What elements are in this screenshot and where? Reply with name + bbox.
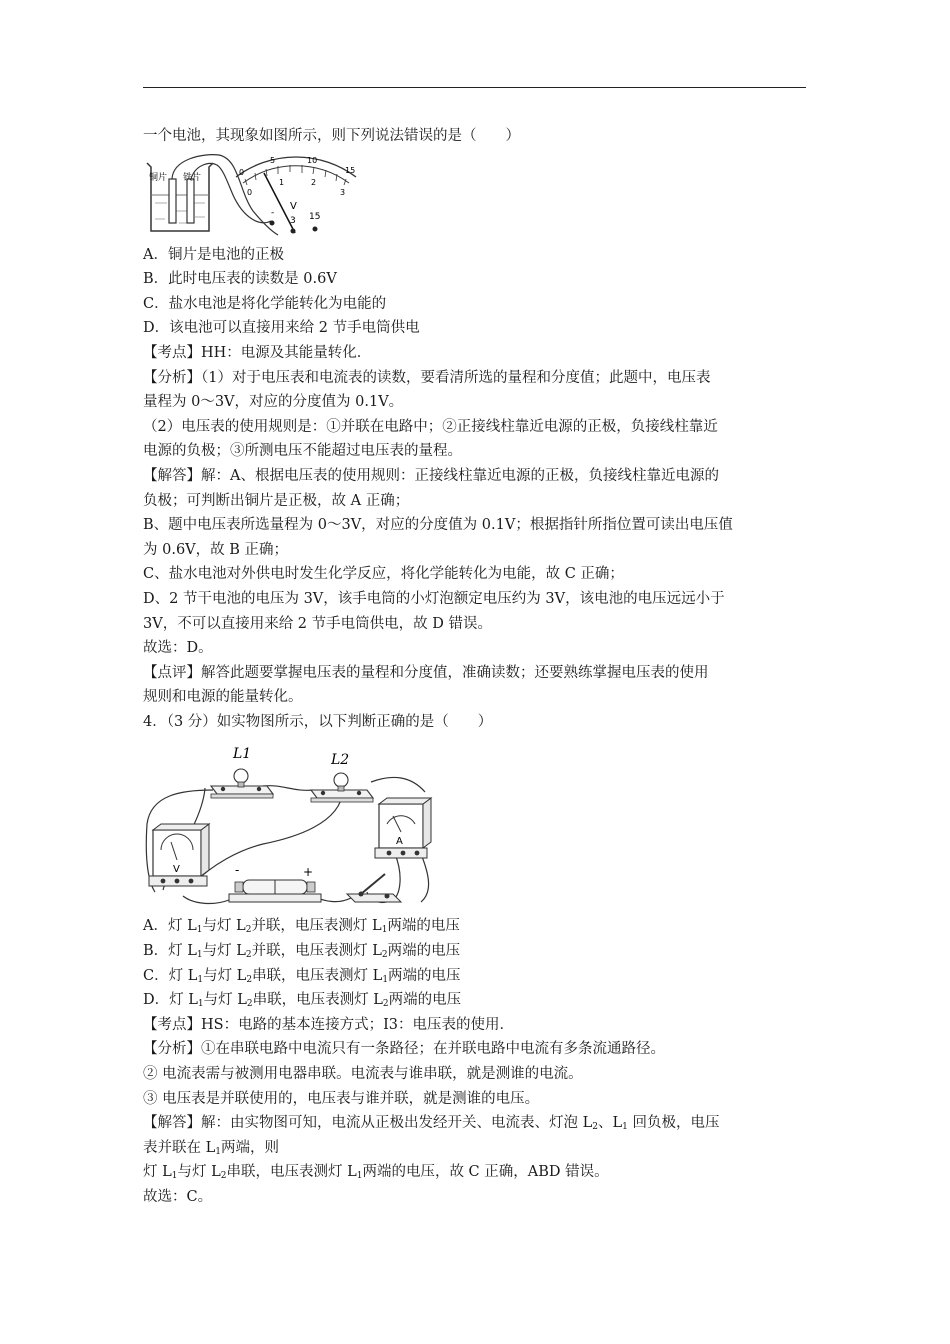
q3-fenxi-line: （2）电压表的使用规则是：①并联在电路中；②正接线柱靠近电源的正极，负接线柱靠近 — [143, 418, 718, 435]
terminal-minus: - — [271, 207, 275, 218]
q3-dianping-line: 【点评】解答此题要掌握电压表的量程和分度值，准确读数；还要熟练掌握电压表的使用 — [143, 664, 709, 681]
q3-fenxi-line: 电源的负极；③所测电压不能超过电压表的量程。 — [143, 443, 462, 460]
q3-jieda-line: 【解答】解：A、根据电压表的使用规则：正接线柱靠近电源的正极，负接线柱靠近电源的 — [143, 467, 719, 484]
voltmeter — [149, 824, 209, 886]
q3-kaodian: 【考点】HH：电源及其能量转化． — [143, 344, 372, 361]
q3-intro: 一个电池，其现象如图所示，则下列说法错误的是（ ） — [143, 128, 520, 144]
q4-option-d: D．灯 $L_1$与灯 $L_2$串联，电压表测灯 $L_2$两端的电压 — [143, 992, 462, 1010]
voltmeter-unit: V — [290, 200, 297, 212]
q3-jieda-line: B、题中电压表所选量程为 0～3V，对应的分度值为 0.1V；根据指针所指位置可读出电压值 — [143, 517, 733, 534]
q4-fenxi-line: ② 电流表需与被测用电器串联。电流表与谁串联，就是测谁的电流。 — [143, 1066, 583, 1083]
terminal-3: 3 — [290, 215, 296, 226]
q4-option-c: C．灯 $L_1$与灯 $L_2$串联，电压表测灯 $L_1$两端的电压 — [143, 967, 461, 985]
switch — [347, 874, 401, 902]
q3-fenxi-line: 【分析】（1）对于电压表和电流表的读数，要看清所选的量程和分度值；此题中，电压表 — [143, 369, 711, 386]
dial-lower-1: 1 — [279, 177, 285, 187]
q4-kaodian: 【考点】HS：电路的基本连接方式；I3：电压表的使用． — [143, 1016, 515, 1033]
q4-fenxi-line: 【分析】①在串联电路中电流只有一条路径；在并联电路中电流有多条流通路径。 — [143, 1041, 665, 1058]
terminal-15: 15 — [309, 211, 321, 222]
q3-answer: 故选：D。 — [143, 640, 213, 657]
q4-jieda-line: 【解答】解：由实物图可知，电流从正极出发经开关、电流表、灯泡 $L_2$、$L_1$ 回负极，电压 — [143, 1115, 720, 1133]
q3-option-b: B．此时电压表的读数是 0.6V — [143, 271, 337, 288]
q4-jieda-line: 灯 $L_1$与灯 $L_2$串联，电压表测灯 $L_1$两端的电压，故 C 正确，ABD 错误。 — [143, 1164, 609, 1182]
battery-voltmeter-figure — [143, 151, 368, 239]
header-rule — [143, 87, 806, 88]
voltmeter-label: V — [173, 864, 180, 876]
q3-option-a: A．铜片是电池的正极 — [143, 246, 284, 263]
q4-option-b: B．灯 $L_1$与灯 $L_2$并联，电压表测灯 $L_2$两端的电压 — [143, 943, 461, 961]
q4-stem: 4．（3 分）如实物图所示，以下判断正确的是（ ） — [143, 713, 493, 730]
q4-fenxi-line: ③ 电压表是并联使用的，电压表与谁并联，就是测谁的电压。 — [143, 1090, 540, 1107]
q4-option-a: A．灯 $L_1$与灯 $L_2$并联，电压表测灯 $L_1$两端的电压 — [143, 918, 460, 936]
dial-lower-0: 0 — [247, 187, 253, 197]
beaker-label-copper: 铜片 — [149, 172, 168, 183]
battery — [229, 880, 321, 902]
q3-jieda-line: 为 0.6V，故 B 正确； — [143, 541, 289, 558]
dial-upper-15: 15 — [345, 165, 356, 175]
dial-upper-0: 0 — [239, 167, 245, 177]
beaker-label-iron: 铁片 — [183, 172, 202, 183]
q3-jieda-line: D、2 节干电池的电压为 3V，该手电筒的小灯泡额定电压约为 3V，该电池的电压远远小于 — [143, 590, 725, 607]
document-body — [143, 124, 807, 1210]
q3-jieda-line: 负极；可判断出铜片是正极，故 A 正确； — [143, 492, 410, 509]
ammeter-label: A — [396, 836, 403, 848]
q3-jieda-line: 3V，不可以直接用来给 2 节手电筒供电，故 D 错误。 — [143, 615, 492, 632]
dial-upper-10: 10 — [307, 155, 318, 165]
lamp-l1-label: L1 — [233, 746, 252, 763]
dial-upper-5: 5 — [270, 155, 276, 165]
lamp-l1 — [211, 769, 273, 798]
q3-fenxi-line: 量程为 0～3V，对应的分度值为 0.1V。 — [143, 394, 404, 411]
circuit-figure — [143, 734, 443, 910]
q3-jieda-line: C、盐水电池对外供电时发生化学反应，将化学能转化为电能，故 C 正确； — [143, 566, 624, 583]
battery-minus: - — [235, 863, 240, 878]
q4-jieda-line: 表并联在 $L_1$两端，则 — [143, 1139, 279, 1157]
dial-lower-2: 2 — [311, 177, 317, 187]
q3-dianping-line: 规则和电源的能量转化。 — [143, 689, 303, 706]
q3-option-c: C．盐水电池是将化学能转化为电能的 — [143, 295, 387, 312]
ammeter — [375, 798, 431, 858]
lamp-l2 — [311, 773, 373, 802]
q3-option-d: D．该电池可以直接用来给 2 节手电筒供电 — [143, 320, 420, 337]
lamp-l2-label: L2 — [331, 752, 350, 769]
battery-plus: + — [303, 865, 314, 880]
dial-lower-3: 3 — [340, 187, 346, 197]
q4-answer: 故选：C。 — [143, 1189, 213, 1205]
